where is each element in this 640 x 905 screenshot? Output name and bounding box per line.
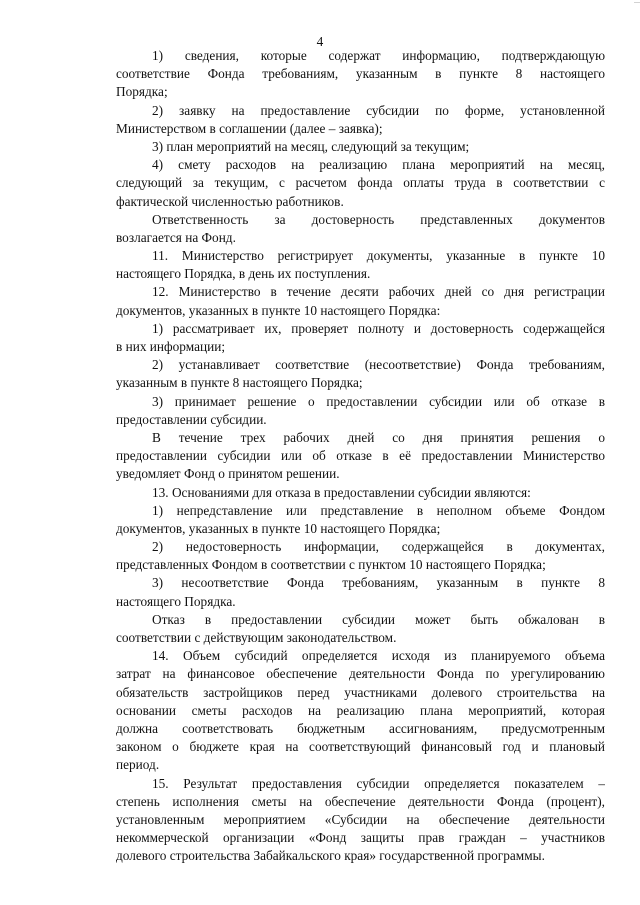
text-line: 11. Министерство регистрирует документы, указанные в пункте 10 bbox=[152, 248, 605, 264]
text-line: настоящего Порядка, в день их поступления. bbox=[116, 266, 371, 282]
paragraph bbox=[116, 156, 605, 211]
text-line: документов, указанных в пункте 10 настоящего Порядка; bbox=[116, 520, 441, 536]
text-line: 2) заявку на предоставление субсидии по форме, установленной bbox=[152, 102, 605, 118]
text-line: представленных Фондом в соответствии с пунктом 10 настоящего Порядка; bbox=[116, 557, 546, 573]
paragraph bbox=[116, 393, 605, 429]
paragraph bbox=[116, 647, 605, 774]
text-line: документов, указанных в пункте 10 настоящего Порядка: bbox=[116, 302, 441, 318]
text-line: 15. Результат предоставления субсидии определяется показателем – bbox=[152, 775, 605, 791]
text-line: 2) устанавливает соответствие (несоответствие) Фонда требованиям, bbox=[152, 357, 605, 373]
text-line: уведомляет Фонд о принятом решении. bbox=[116, 466, 340, 482]
paragraph bbox=[116, 775, 605, 866]
text-line: некоммерческой организации «Фонд защиты прав граждан – участников bbox=[116, 830, 605, 846]
corner-mark: — bbox=[634, 0, 640, 6]
text-line: степень исполнения сметы на обеспечение деятельности Фонда (процент), bbox=[116, 793, 605, 809]
text-line: период. bbox=[116, 757, 160, 773]
document-body bbox=[116, 47, 605, 865]
text-line: 12. Министерство в течение десяти рабочих дней со дня регистрации bbox=[152, 284, 605, 300]
text-line: 4) смету расходов на реализацию плана мероприятий на месяц, bbox=[152, 157, 605, 173]
text-line: фактической численностью работников. bbox=[116, 193, 344, 209]
text-line: соответствие Фонда требованиям, указанным в пункте 8 настоящего bbox=[116, 66, 605, 82]
text-line: законом о бюджете края на соответствующий финансовый год и плановый bbox=[116, 739, 605, 755]
text-line: долевого строительства Забайкальского края» государственной программы. bbox=[116, 848, 545, 864]
text-line: 2) недостоверность информации, содержащейся в документах, bbox=[152, 539, 605, 555]
text-line: 3) принимает решение о предоставлении субсидии или об отказе в bbox=[152, 393, 605, 409]
text-line: В течение трех рабочих дней со дня принятия решения о bbox=[152, 429, 605, 445]
page-number: 4 bbox=[316, 34, 324, 49]
text-line: должна соответствовать бюджетным ассигнованиям, предусмотренным bbox=[116, 720, 605, 736]
paragraph bbox=[116, 247, 605, 283]
text-line: Порядка; bbox=[116, 84, 168, 100]
paragraph bbox=[116, 611, 605, 647]
paragraph bbox=[116, 283, 605, 319]
text-line: указанным в пункте 8 настоящего Порядка; bbox=[116, 375, 363, 391]
text-line: следующий за текущим, с расчетом фонда оплаты труда в соответствии с bbox=[116, 175, 605, 191]
text-line: 1) непредставление или представление в неполном объеме Фондом bbox=[152, 502, 605, 518]
paragraph bbox=[116, 429, 605, 484]
paragraph bbox=[116, 47, 605, 102]
paragraph bbox=[116, 538, 605, 574]
text-line: обязательств застройщиков перед участниками долевого строительства на bbox=[116, 684, 605, 700]
text-line: Министерством в соглашении (далее – заявка); bbox=[116, 120, 383, 136]
text-line: предоставлении субсидии или об отказе в её предоставлении Министерство bbox=[116, 448, 605, 464]
text-line: соответствии с действующим законодательством. bbox=[116, 630, 397, 645]
text-line: затрат на финансовое обеспечение деятельности Фонда по урегулированию bbox=[116, 666, 605, 682]
text-line: 13. Основаниями для отказа в предоставлении субсидии являются: bbox=[152, 484, 531, 500]
text-line: 3) план мероприятий на месяц, следующий за текущим; bbox=[152, 138, 470, 154]
paragraph bbox=[116, 484, 605, 502]
text-line: основании сметы расходов на реализацию плана мероприятий, которая bbox=[116, 702, 605, 718]
paragraph bbox=[116, 138, 605, 156]
paragraph bbox=[116, 502, 605, 538]
text-line: возлагается на Фонд. bbox=[116, 229, 236, 245]
text-line: Ответственность за достоверность представленных документов bbox=[152, 211, 605, 227]
text-line: установленным мероприятием «Субсидии на обеспечение деятельности bbox=[116, 811, 605, 827]
paragraph bbox=[116, 102, 605, 138]
paragraph bbox=[116, 211, 605, 247]
text-line: настоящего Порядка. bbox=[116, 593, 236, 609]
text-line: 3) несоответствие Фонда требованиям, указанным в пункте 8 bbox=[152, 575, 605, 591]
text-line: Отказ в предоставлении субсидии может быть обжалован в bbox=[152, 611, 605, 627]
text-line: 1) сведения, которые содержат информацию, подтверждающую bbox=[152, 48, 605, 63]
paragraph bbox=[116, 356, 605, 392]
paragraph bbox=[116, 574, 605, 610]
text-line: 14. Объем субсидий определяется исходя из планируемого объема bbox=[152, 648, 605, 664]
text-line: предоставлении субсидии. bbox=[116, 411, 267, 427]
text-line: в них информации; bbox=[116, 339, 226, 354]
text-line: 1) рассматривает их, проверяет полноту и достоверность содержащейся bbox=[152, 320, 605, 336]
paragraph bbox=[116, 320, 605, 356]
